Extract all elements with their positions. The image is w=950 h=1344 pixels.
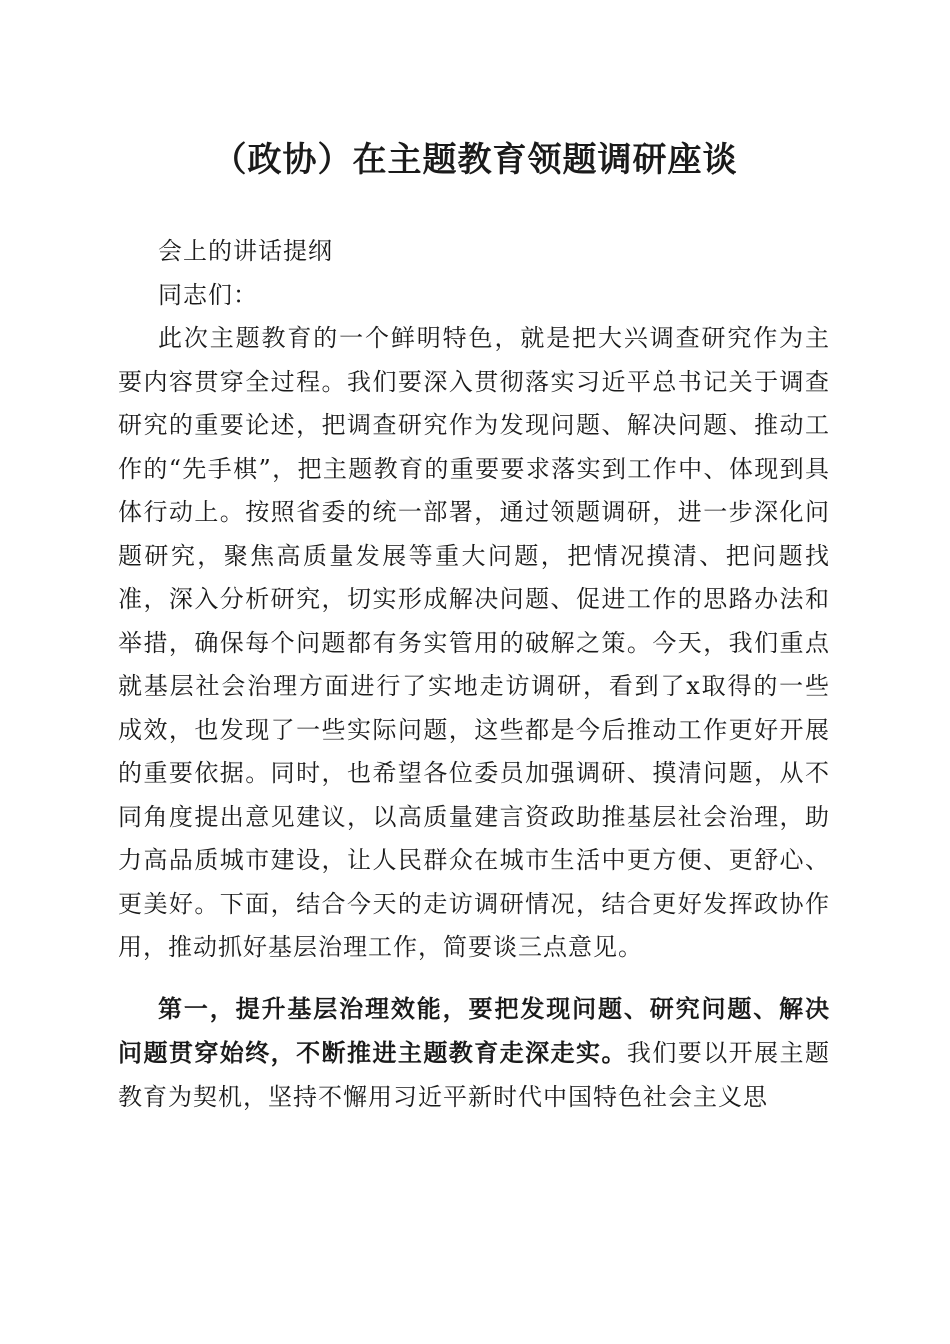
point-one-heading: 第一，提升基层治理效能，要把发现问题、研究问题、解决问题贯穿始终，不断推进主题教育走深走实。 [118, 993, 830, 1067]
document-body [118, 230, 830, 1119]
salutation: 同志们： [158, 280, 258, 309]
point-one-text: 我们要以开展主题教育为契机，坚持不懈用习近平新时代中国特色社会主义思 [118, 1039, 831, 1111]
paragraph-point-one [118, 987, 830, 1120]
subtitle-line: 会上的讲话提纲 [158, 237, 333, 265]
document-title: （政协）在主题教育领题调研座谈 [212, 140, 738, 180]
paragraph-intro: 此次主题教育的一个鲜明特色，就是把大兴调查研究作为主要内容贯穿全过程。我们要深入贯彻落实习近平总书记关于调查研究的重要论述，把调查研究作为发现问题、解决问题、推动工作的“先手棋”，把主题教育的重要要求落实到工作中、体现到具体行动上。按照省委的统一部署，通过领题调研，进一步深化问题研究，聚焦高质量发展等重大问题，把情况摸清、把问题找准，深入分析研究，切实形成解决问题、促进工作的思路办法和举措，确保每个问题都有务实管用的破解之策。今天，我们重点就基层社会治理方面进行了实地走访调研，看到了x取得的一些成效，也发现了一些实际问题，这些都是今后推动工作更好开展的重要依据。同时，也希望各位委员加强调研、摸清问题，从不同角度提出意见建议，以高质量建言资政助推基层社会治理，助力高品质城市建设，让人民群众在城市生活中更方便、更舒心、更美好。下面，结合今天的走访调研情况，结合更好发挥政协作用，推动抓好基层治理工作，简要谈三点意见。 [118, 324, 830, 961]
